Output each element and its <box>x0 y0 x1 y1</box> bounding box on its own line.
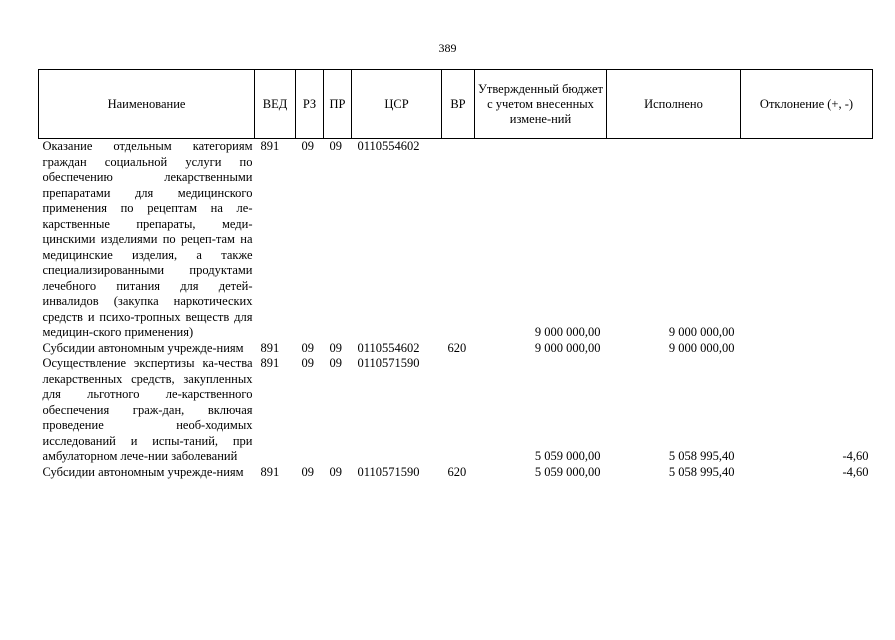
budget-table <box>38 69 873 480</box>
row-pr: 09 <box>329 464 342 479</box>
row-name: Оказание отдельным категориям граждан социальной услуги по обеспечению лекарственными препаратами для медицинского применения по рецептам на ле-карственные препараты, меди-цинскими изделиями по рецеп-там на медицинские изделия, а также специализированными продуктами лечебного питания для детей-инвалидов (закупка наркотических средств и психо-тропных веществ для медицин-ского применения) <box>42 139 253 339</box>
header-csr: ЦСР <box>352 70 442 139</box>
row-approved: 9 000 000,00 <box>534 325 601 339</box>
row-rz: 09 <box>301 139 314 153</box>
table-row <box>39 465 873 481</box>
row-rz: 09 <box>301 340 314 355</box>
table-row <box>39 139 873 341</box>
row-deviation: -4,60 <box>842 449 869 463</box>
header-deviation: Отклонение (+, -) <box>741 70 873 139</box>
row-executed: 9 000 000,00 <box>668 340 735 355</box>
row-vr: 620 <box>447 340 467 355</box>
row-executed: 5 058 995,40 <box>668 464 735 479</box>
header-row <box>39 70 873 139</box>
row-csr: 0110554602 <box>357 139 420 153</box>
page-number: 389 <box>438 41 457 55</box>
row-pr: 09 <box>329 340 342 355</box>
row-executed: 5 058 995,40 <box>668 449 735 463</box>
row-deviation: -4,60 <box>842 464 869 479</box>
row-name: Субсидии автономным учрежде-ниям <box>42 464 244 479</box>
row-deviation <box>741 341 873 357</box>
row-csr: 0110554602 <box>357 340 420 355</box>
row-ved: 891 <box>260 139 280 153</box>
row-csr: 0110571590 <box>357 356 420 370</box>
row-deviation <box>741 139 873 341</box>
row-vr <box>442 356 475 465</box>
row-executed: 9 000 000,00 <box>668 325 735 339</box>
row-rz: 09 <box>301 464 314 479</box>
header-name: Наименование <box>39 70 255 139</box>
row-ved: 891 <box>260 356 280 370</box>
row-approved: 9 000 000,00 <box>534 340 601 355</box>
row-vr <box>442 139 475 341</box>
row-rz: 09 <box>301 356 314 370</box>
row-name: Субсидии автономным учрежде-ниям <box>42 340 244 355</box>
row-ved: 891 <box>260 464 280 479</box>
header-executed: Исполнено <box>607 70 741 139</box>
table-row <box>39 356 873 465</box>
header-ved: ВЕД <box>255 70 296 139</box>
header-pr: ПР <box>324 70 352 139</box>
row-ved: 891 <box>260 340 280 355</box>
row-vr: 620 <box>447 464 467 479</box>
header-vr: ВР <box>442 70 475 139</box>
table-row <box>39 341 873 357</box>
header-rz: РЗ <box>296 70 324 139</box>
row-pr: 09 <box>329 356 342 370</box>
row-name: Осуществление экспертизы ка-чества лекарственных средств, закупленных для льготного ле-карственного обеспечения граж-дан, включая проведение необ-ходимых исследований и испы-таний, при амбулаторном лече-нии заболеваний <box>42 356 253 463</box>
row-approved: 5 059 000,00 <box>534 449 601 463</box>
header-approved: Утвержденный бюджет с учетом внесенных измене-ний <box>475 70 607 139</box>
row-csr: 0110571590 <box>357 464 420 479</box>
row-pr: 09 <box>329 139 342 153</box>
row-approved: 5 059 000,00 <box>534 464 601 479</box>
